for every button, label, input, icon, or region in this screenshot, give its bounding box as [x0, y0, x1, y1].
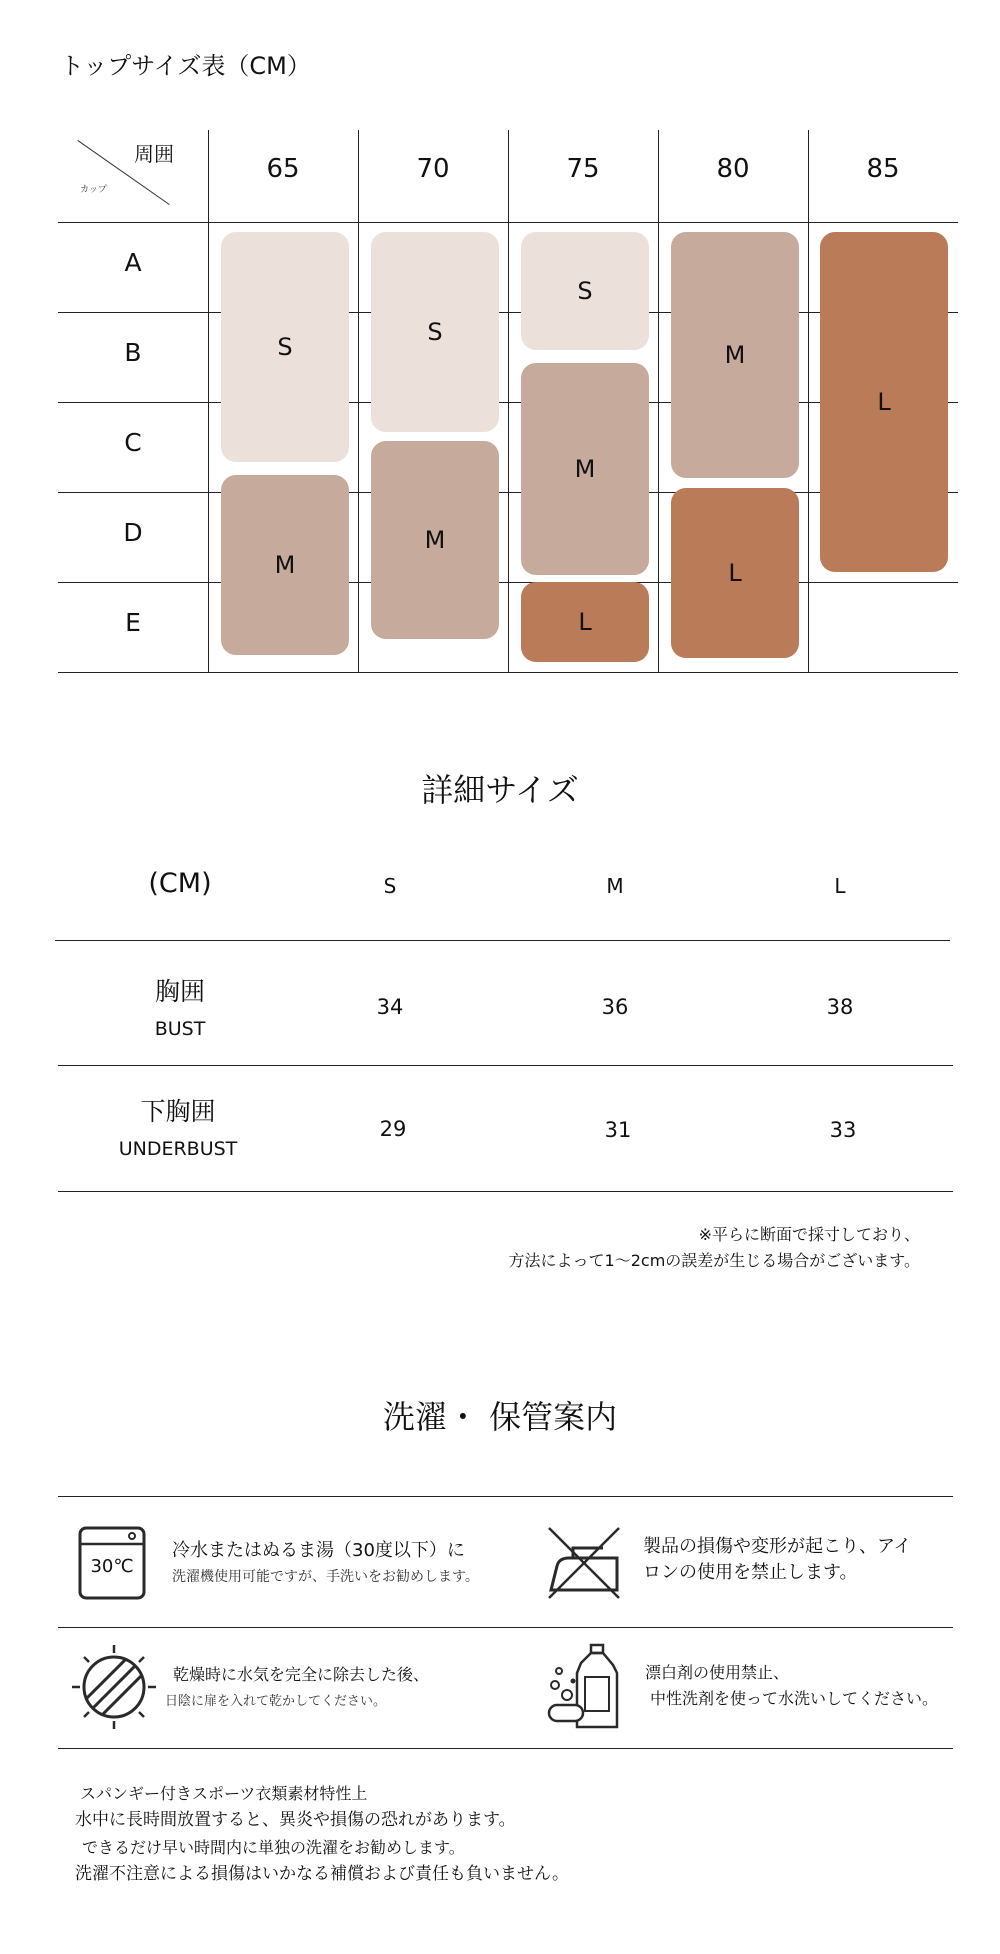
row-header-d: D [123, 518, 143, 547]
bust-value-m: 36 [601, 995, 629, 1019]
size-block-85-l: L [820, 232, 948, 572]
detail-size-title: 詳細サイズ [421, 771, 579, 809]
divider [58, 1627, 953, 1628]
dry-instruction-main: 乾燥時に水気を完全に除去した後、 [173, 1665, 430, 1684]
no-iron-icon [543, 1522, 623, 1602]
size-block-65-s: S [221, 232, 349, 462]
bust-value-s: 34 [376, 995, 404, 1019]
column-header-65: 65 [266, 154, 300, 184]
care-guide-title: 洗濯・ 保管案内 [382, 1398, 618, 1436]
wash-instruction-sub: 洗濯機使用可能ですが、手洗いをお勧めします。 [172, 1569, 479, 1585]
shade-dry-icon [70, 1643, 158, 1731]
size-chart-title: トップサイズ表（CM） [60, 52, 311, 80]
column-header-80: 80 [716, 154, 750, 184]
divider [58, 1191, 953, 1192]
grid-line [58, 672, 958, 673]
detail-size-l-header: L [834, 874, 846, 898]
footer-note-1: スパンギー付きスポーツ衣類素材特性上 [80, 1784, 368, 1803]
size-chart-table [58, 130, 958, 672]
bust-label-en: BUST [154, 1018, 206, 1040]
size-block-75-l: L [521, 582, 649, 662]
footer-note-3: できるだけ早い時間内に単独の洗濯をお勧めします。 [82, 1838, 465, 1857]
row-header-e: E [125, 608, 141, 637]
grid-line [58, 222, 958, 223]
divider [58, 1748, 953, 1749]
iron-warning-line2: ロンの使用を禁止します。 [643, 1562, 858, 1583]
detail-unit-label: (CM) [148, 868, 212, 899]
row-header-c: C [124, 428, 142, 457]
bleach-warning-line1: 漂白剤の使用禁止、 [645, 1663, 790, 1682]
detergent-bottle-icon [545, 1643, 625, 1731]
size-block-70-m: M [371, 441, 499, 639]
underbust-value-l: 33 [829, 1118, 857, 1142]
wash-instruction-main: 冷水またはぬるま湯（30度以下）に [172, 1540, 465, 1561]
underbust-value-s: 29 [379, 1117, 407, 1141]
grid-line [808, 130, 809, 672]
bleach-warning-line2: 中性洗剤を使って水洗いしてください。 [650, 1689, 939, 1708]
dry-instruction-sub: 日陰に扉を入れて乾かしてください。 [165, 1694, 387, 1709]
row-header-a: A [124, 248, 142, 277]
size-block-80-l: L [671, 488, 799, 658]
size-block-75-s: S [521, 232, 649, 350]
bust-value-l: 38 [826, 995, 854, 1019]
grid-line [508, 130, 509, 672]
detail-size-s-header: S [383, 874, 397, 898]
underbust-label-en: UNDERBUST [118, 1138, 238, 1160]
corner-label-cup: カップ [80, 185, 107, 195]
grid-line [58, 582, 958, 583]
measurement-note-line2: 方法によって1～2cmの誤差が生じる場合がございます。 [508, 1251, 920, 1270]
footer-note-4: 洗濯不注意による損傷はいかなる補償および責任も負いません。 [75, 1864, 570, 1884]
divider [55, 940, 950, 941]
footer-note-2: 水中に長時間放置すると、異炎や損傷の恐れがあります。 [75, 1810, 516, 1830]
grid-line [658, 130, 659, 672]
underbust-value-m: 31 [604, 1118, 632, 1142]
size-block-65-m: M [221, 475, 349, 655]
size-block-75-m: M [521, 363, 649, 575]
grid-line [208, 130, 209, 672]
corner-label-circumference: 周囲 [134, 142, 174, 166]
divider [58, 1496, 953, 1497]
measurement-note-line1: ※平らに断面で採寸しており、 [698, 1225, 920, 1244]
divider [58, 1065, 953, 1066]
wash-temperature-label: 30℃ [90, 1556, 134, 1577]
column-header-75: 75 [566, 154, 600, 184]
row-header-b: B [124, 338, 142, 367]
detail-size-m-header: M [606, 874, 624, 898]
column-header-70: 70 [416, 154, 450, 184]
grid-line [358, 130, 359, 672]
size-block-70-s: S [371, 232, 499, 432]
size-block-80-m: M [671, 232, 799, 478]
iron-warning-line1: 製品の損傷や変形が起こり、アイ [643, 1536, 912, 1557]
washing-machine-30c-icon [78, 1526, 146, 1600]
column-header-85: 85 [866, 154, 900, 184]
underbust-label-jp: 下胸囲 [140, 1097, 216, 1126]
bust-label-jp: 胸囲 [154, 977, 205, 1006]
